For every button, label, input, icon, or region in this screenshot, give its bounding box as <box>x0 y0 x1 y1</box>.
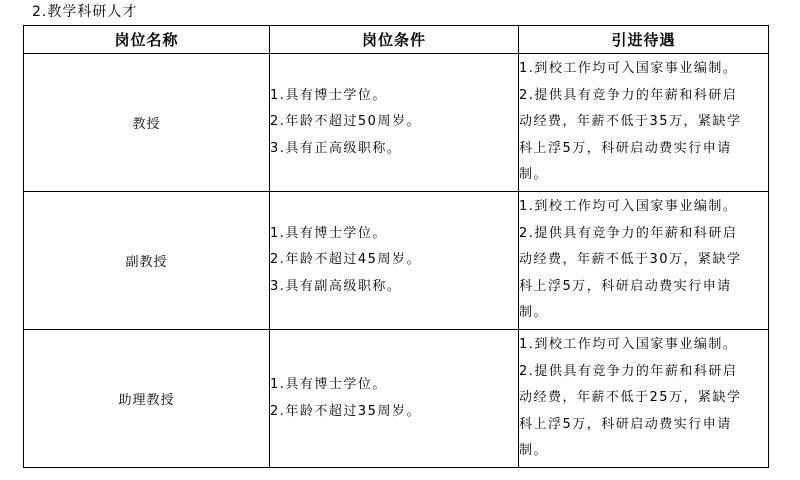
benefit-line: 动经费，年薪不低于25万，紧缺学 <box>519 390 742 406</box>
benefit-line: 制。 <box>519 167 549 183</box>
benefits-cell <box>519 192 769 330</box>
benefit-line: 科上浮5万，科研启动费实行申请 <box>519 140 732 156</box>
benefit-line: 1.到校工作均可入国家事业编制。 <box>519 337 738 353</box>
benefit-line: 2.提供具有竞争力的年薪和科研启 <box>519 225 738 241</box>
conditions-cell <box>270 330 519 468</box>
benefit-line: 2.提供具有竞争力的年薪和科研启 <box>519 363 738 379</box>
condition-line: 1.具有博士学位。 <box>270 377 387 392</box>
condition-line: 3.具有副高级职称。 <box>270 278 402 294</box>
condition-line: 1.具有博士学位。 <box>270 225 387 241</box>
benefits-cell <box>519 330 769 468</box>
condition-line: 3.具有正高级职称。 <box>270 140 402 156</box>
condition-line: 1.具有博士学位。 <box>270 87 387 103</box>
benefit-line: 制。 <box>519 443 549 459</box>
position-name-cell: 教授 <box>24 54 270 192</box>
header-position-name: 岗位名称 <box>24 26 270 54</box>
benefit-line: 动经费，年薪不低于30万，紧缺学 <box>519 252 742 268</box>
table-row-associate-professor <box>24 192 769 330</box>
header-benefits: 引进待遇 <box>519 26 769 54</box>
benefit-line: 科上浮5万，科研启动费实行申请 <box>519 278 732 294</box>
benefit-line: 动经费，年薪不低于35万，紧缺学 <box>519 114 742 130</box>
benefit-line: 1.到校工作均可入国家事业编制。 <box>519 61 738 77</box>
benefit-line: 科上浮5万，科研启动费实行申请 <box>519 416 732 432</box>
talent-table <box>23 25 769 468</box>
benefit-line: 制。 <box>519 305 549 321</box>
benefit-line: 1.到校工作均可入国家事业编制。 <box>519 199 738 215</box>
section-title: 2.教学科研人才 <box>32 4 138 20</box>
conditions-cell <box>270 54 519 192</box>
table-header-row <box>24 26 769 54</box>
table-row-assistant-professor <box>24 330 769 468</box>
position-name-cell: 副教授 <box>24 192 270 330</box>
condition-line: 2.年龄不超过45周岁。 <box>270 252 421 268</box>
table-row-professor <box>24 54 769 192</box>
conditions-cell <box>270 192 519 330</box>
benefits-cell <box>519 54 769 192</box>
header-position-conditions: 岗位条件 <box>270 26 519 54</box>
condition-line: 2.年龄不超过50周岁。 <box>270 114 421 130</box>
benefit-line: 2.提供具有竞争力的年薪和科研启 <box>519 87 738 103</box>
condition-line: 2.年龄不超过35周岁。 <box>270 403 421 419</box>
position-name-cell: 助理教授 <box>24 330 270 468</box>
